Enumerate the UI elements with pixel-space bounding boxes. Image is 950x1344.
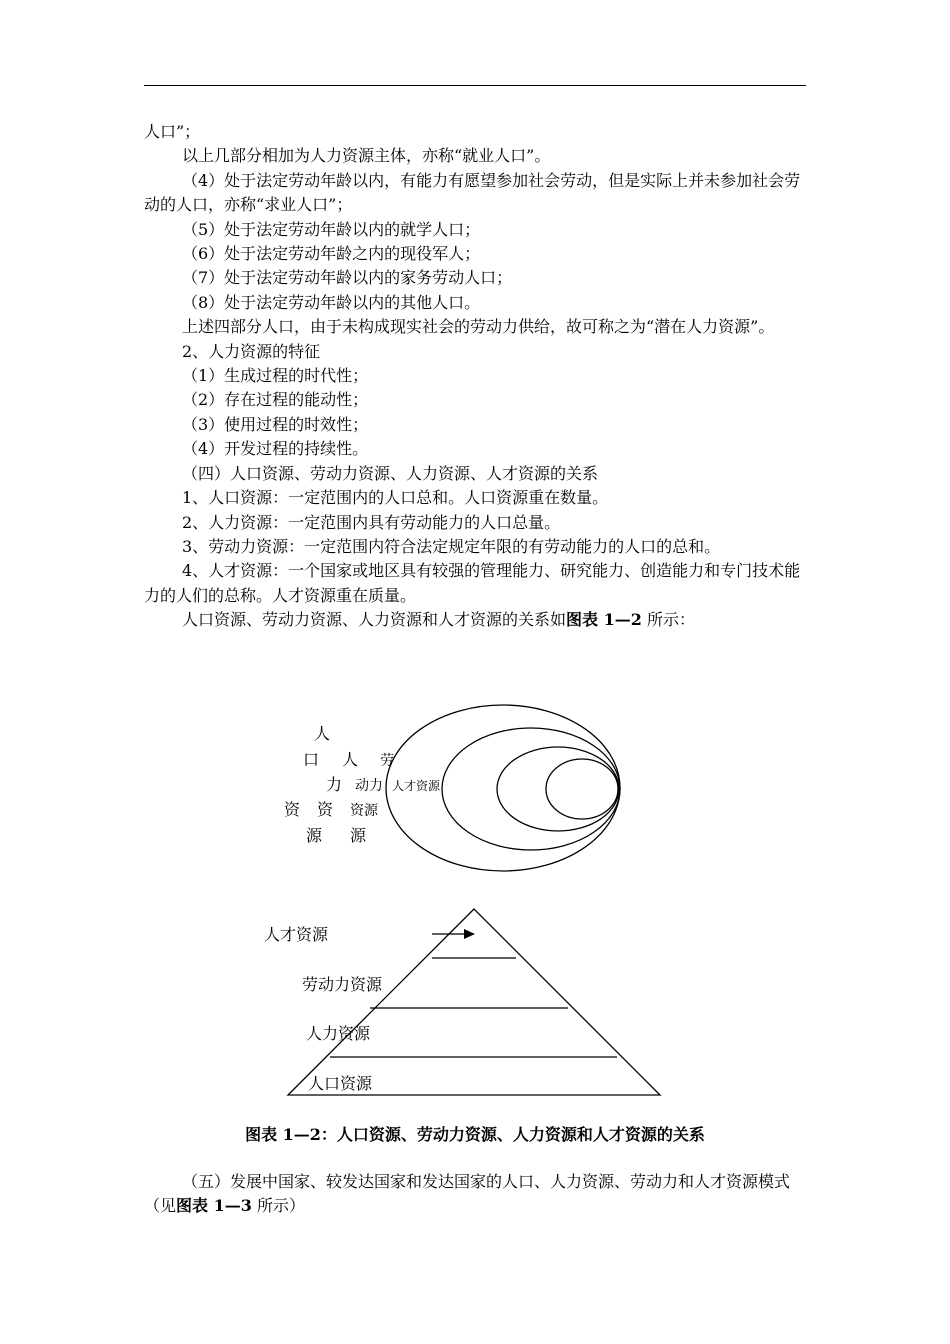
paragraph: （5）处于法定劳动年龄以内的就学人口；: [182, 219, 481, 239]
figure-caption: 图表 1—2：人口资源、劳动力资源、人力资源和人才资源的关系: [245, 1125, 705, 1144]
paragraph: （2）存在过程的能动性；: [182, 390, 369, 410]
paragraph: 1、人口资源：一定范围内的人口总和。人口资源重在数量。: [182, 488, 609, 508]
ellipse-label: 力: [326, 775, 343, 794]
ellipse-talent: [546, 759, 618, 819]
ellipse-label: 劳: [380, 753, 394, 769]
arrow-head-icon: [464, 929, 475, 939]
ellipse-label: 人才资源: [392, 779, 441, 793]
pyramid-label: 劳动力资源: [302, 975, 383, 994]
paragraph: 上述四部分人口，由于未构成现实社会的劳动力供给，故可称之为“潜在人力资源”。: [182, 317, 775, 337]
pyramid-label: 人口资源: [308, 1074, 373, 1093]
ellipse-label: 口: [303, 750, 320, 769]
figure-ref: 图表 1—2: [566, 610, 642, 630]
paragraph: （8）处于法定劳动年龄以内的其他人口。: [182, 292, 481, 312]
ellipse-label: 人: [314, 724, 331, 743]
paragraph: 2、人力资源的特征: [182, 341, 321, 361]
figure-intro-tail: 所示：: [641, 610, 695, 630]
paragraph: （1）生成过程的时代性；: [182, 366, 369, 386]
paragraph: （四）人口资源、劳动力资源、人力资源、人才资源的关系: [182, 463, 599, 483]
ellipse-label: 资: [284, 800, 301, 819]
paragraph: 以上几部分相加为人力资源主体，亦称“就业人口”。: [182, 146, 551, 166]
ellipse-label: 源: [350, 826, 367, 845]
paragraph: （4）处于法定劳动年龄以内，有能力有愿望参加社会劳动，但是实际上并未参加社会劳动的人口，亦称“求业人口”；: [144, 170, 801, 215]
paragraph: （4）开发过程的持续性。: [182, 439, 369, 459]
ellipse-labor: [442, 728, 620, 850]
paragraph: 3、劳动力资源：一定范围内符合法定规定年限的有劳动能力的人口的总和。: [182, 536, 721, 556]
ellipse-label: 动力: [355, 778, 383, 794]
section5-text: （五）发展中国家、较发达国家和发达国家的人口、人力资源、劳动力和人才资源模式（见: [144, 1172, 791, 1216]
ellipse-label: 人: [342, 750, 359, 769]
paragraph: [144, 1170, 808, 1219]
ellipse-label: 源: [306, 826, 323, 845]
pyramid-outline: [288, 909, 660, 1095]
paragraph: （7）处于法定劳动年龄以内的家务劳动人口；: [182, 268, 513, 288]
body-text-continued: [144, 1170, 808, 1219]
figure-ref: 图表 1—3: [176, 1196, 252, 1216]
ellipse-label: 资: [317, 800, 334, 819]
pyramid-label: 人力资源: [306, 1024, 371, 1043]
paragraph: 2、人力资源：一定范围内具有劳动能力的人口总量。: [182, 512, 561, 532]
paragraph: 4、人才资源：一个国家或地区具有较强的管理能力、研究能力、创造能力和专门技术能力的人们的总称。人才资源重在质量。: [144, 561, 801, 605]
section5-tail: 所示）: [251, 1196, 305, 1216]
ellipse-label: 资源: [350, 803, 378, 819]
paragraph: （6）处于法定劳动年龄之内的现役军人；: [182, 244, 481, 264]
ellipse-manpower: [497, 747, 619, 831]
paragraph: 人口”；: [144, 122, 201, 141]
pyramid-label: 人才资源: [264, 925, 329, 944]
figure-intro-text: 人口资源、劳动力资源、人力资源和人才资源的关系如: [182, 610, 567, 630]
paragraph: （3）使用过程的时效性；: [182, 414, 369, 434]
